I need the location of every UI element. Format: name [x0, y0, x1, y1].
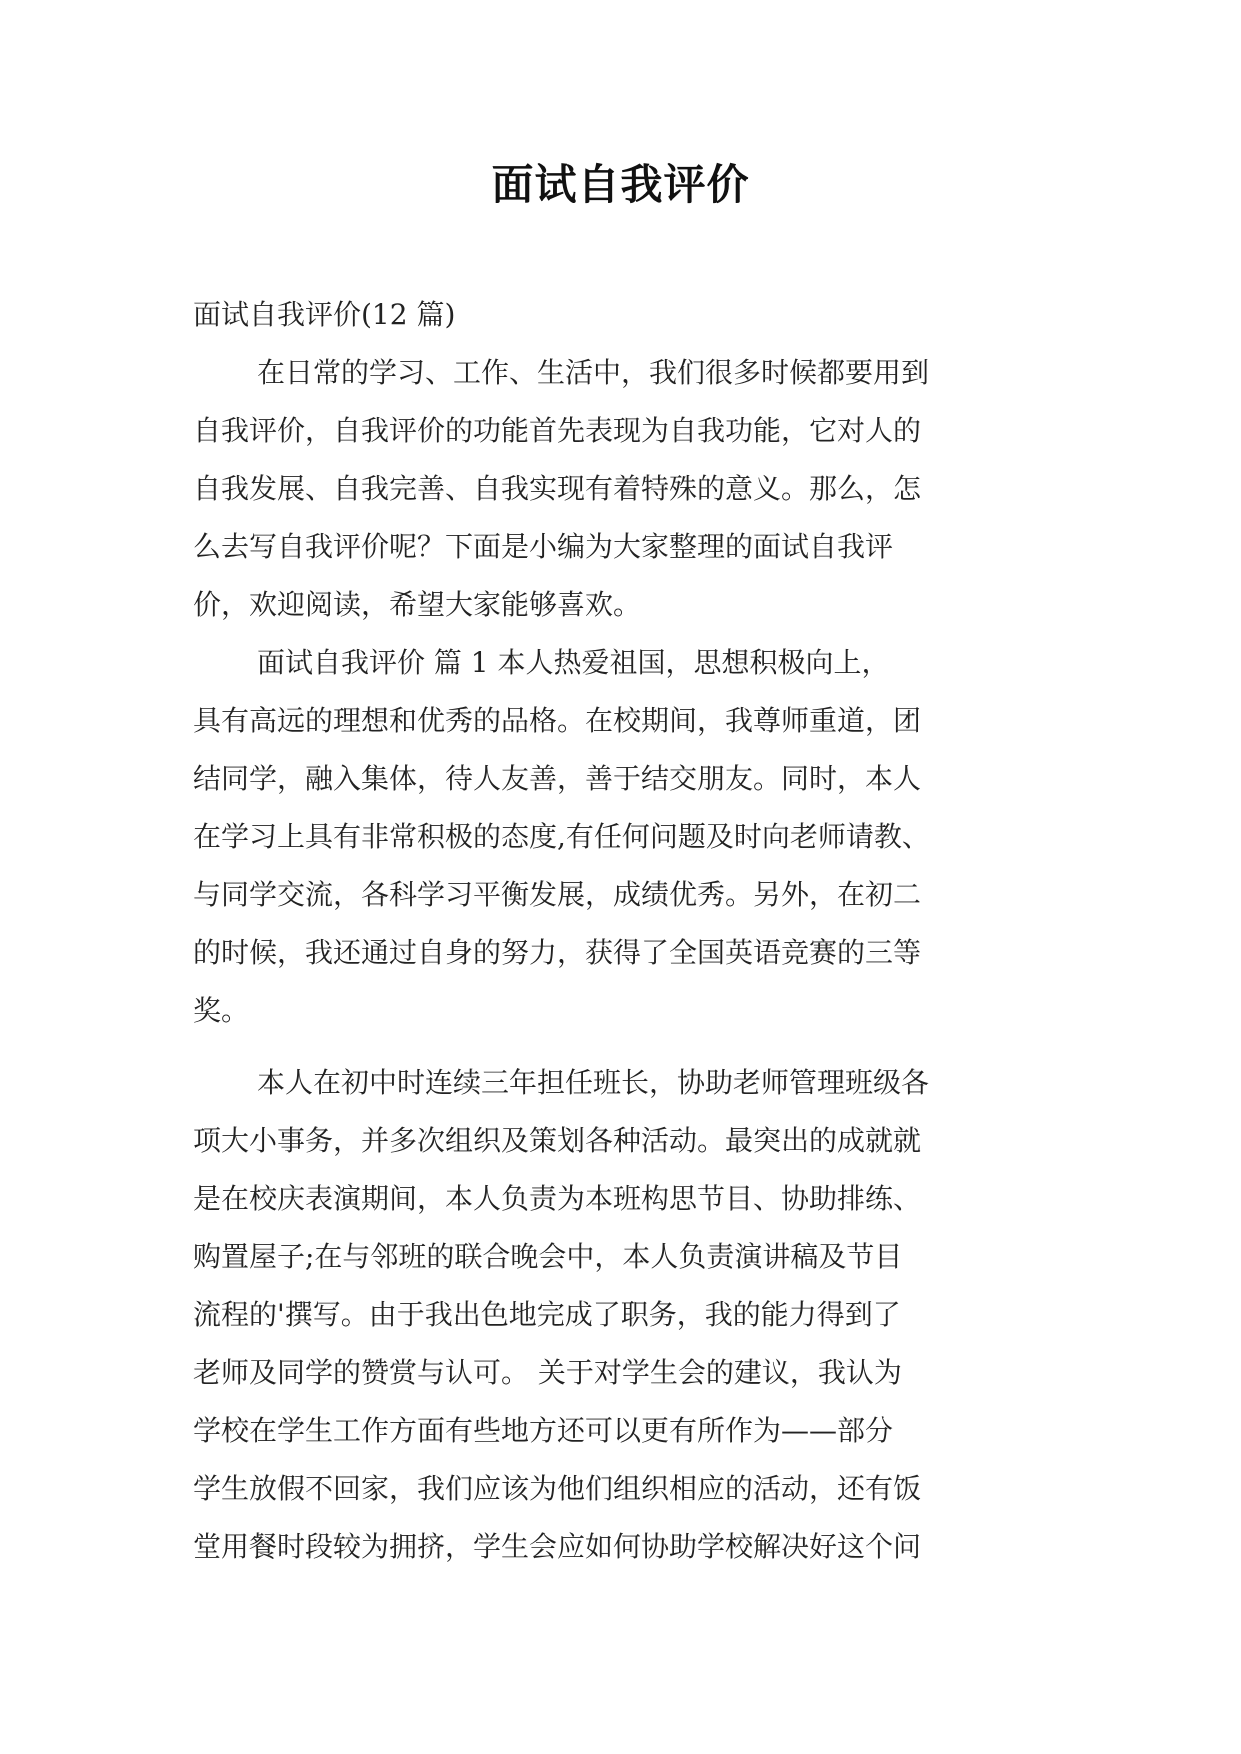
- paragraph-line: 本人在初中时连续三年担任班长，协助老师管理班级各: [257, 1066, 930, 1099]
- paragraph-gap: [193, 1040, 1053, 1054]
- paragraph-line: 奖。: [193, 994, 250, 1027]
- paragraph-line: 学校在学生工作方面有些地方还可以更有所作为——部分: [193, 1414, 894, 1447]
- paragraph-line: 堂用餐时段较为拥挤，学生会应如何协助学校解决好这个问: [193, 1530, 922, 1563]
- paragraph-line: 自我发展、自我完善、自我实现有着特殊的意义。那么，怎: [193, 472, 922, 505]
- paragraph-line: 是在校庆表演期间，本人负责为本班构思节目、协助排练、: [193, 1182, 922, 1215]
- paragraph-line: 在学习上具有非常积极的态度,有任何问题及时向老师请教、: [193, 820, 930, 853]
- paragraph-line: 自我评价，自我评价的功能首先表现为自我功能，它对人的: [193, 414, 922, 447]
- paragraph-line: 结同学，融入集体，待人友善，善于结交朋友。同时，本人: [193, 762, 922, 795]
- paragraph-line: 老师及同学的赞赏与认可。 关于对学生会的建议，我认为: [193, 1356, 902, 1389]
- paragraph-line: 项大小事务，并多次组织及策划各种活动。最突出的成就就: [193, 1124, 922, 1157]
- paragraph-line: 么去写自我评价呢？下面是小编为大家整理的面试自我评: [193, 530, 894, 563]
- paragraph-line: 与同学交流，各科学习平衡发展，成绩优秀。另外，在初二: [193, 878, 922, 911]
- paragraph-line: 学生放假不回家，我们应该为他们组织相应的活动，还有饭: [193, 1472, 922, 1505]
- paragraph-line: 在日常的学习、工作、生活中，我们很多时候都要用到: [257, 356, 930, 389]
- paragraph-line: 面试自我评价 篇 1 本人热爱祖国，思想积极向上，: [257, 646, 890, 679]
- paragraph-line: 价，欢迎阅读，希望大家能够喜欢。: [193, 588, 642, 621]
- subtitle-line: 面试自我评价(12 篇): [193, 298, 456, 331]
- paragraph-line: 的时候，我还通过自身的努力，获得了全国英语竞赛的三等: [193, 936, 922, 969]
- paragraph-line: 具有高远的理想和优秀的品格。在校期间，我尊师重道，团: [193, 704, 922, 737]
- document-title: 面试自我评价: [491, 160, 750, 209]
- paragraph-line: 购置屋子;在与邻班的联合晚会中，本人负责演讲稿及节目: [193, 1240, 903, 1273]
- paragraph-line: 流程的'撰写。由于我出色地完成了职务，我的能力得到了: [193, 1298, 901, 1331]
- document-body: [193, 286, 1053, 1576]
